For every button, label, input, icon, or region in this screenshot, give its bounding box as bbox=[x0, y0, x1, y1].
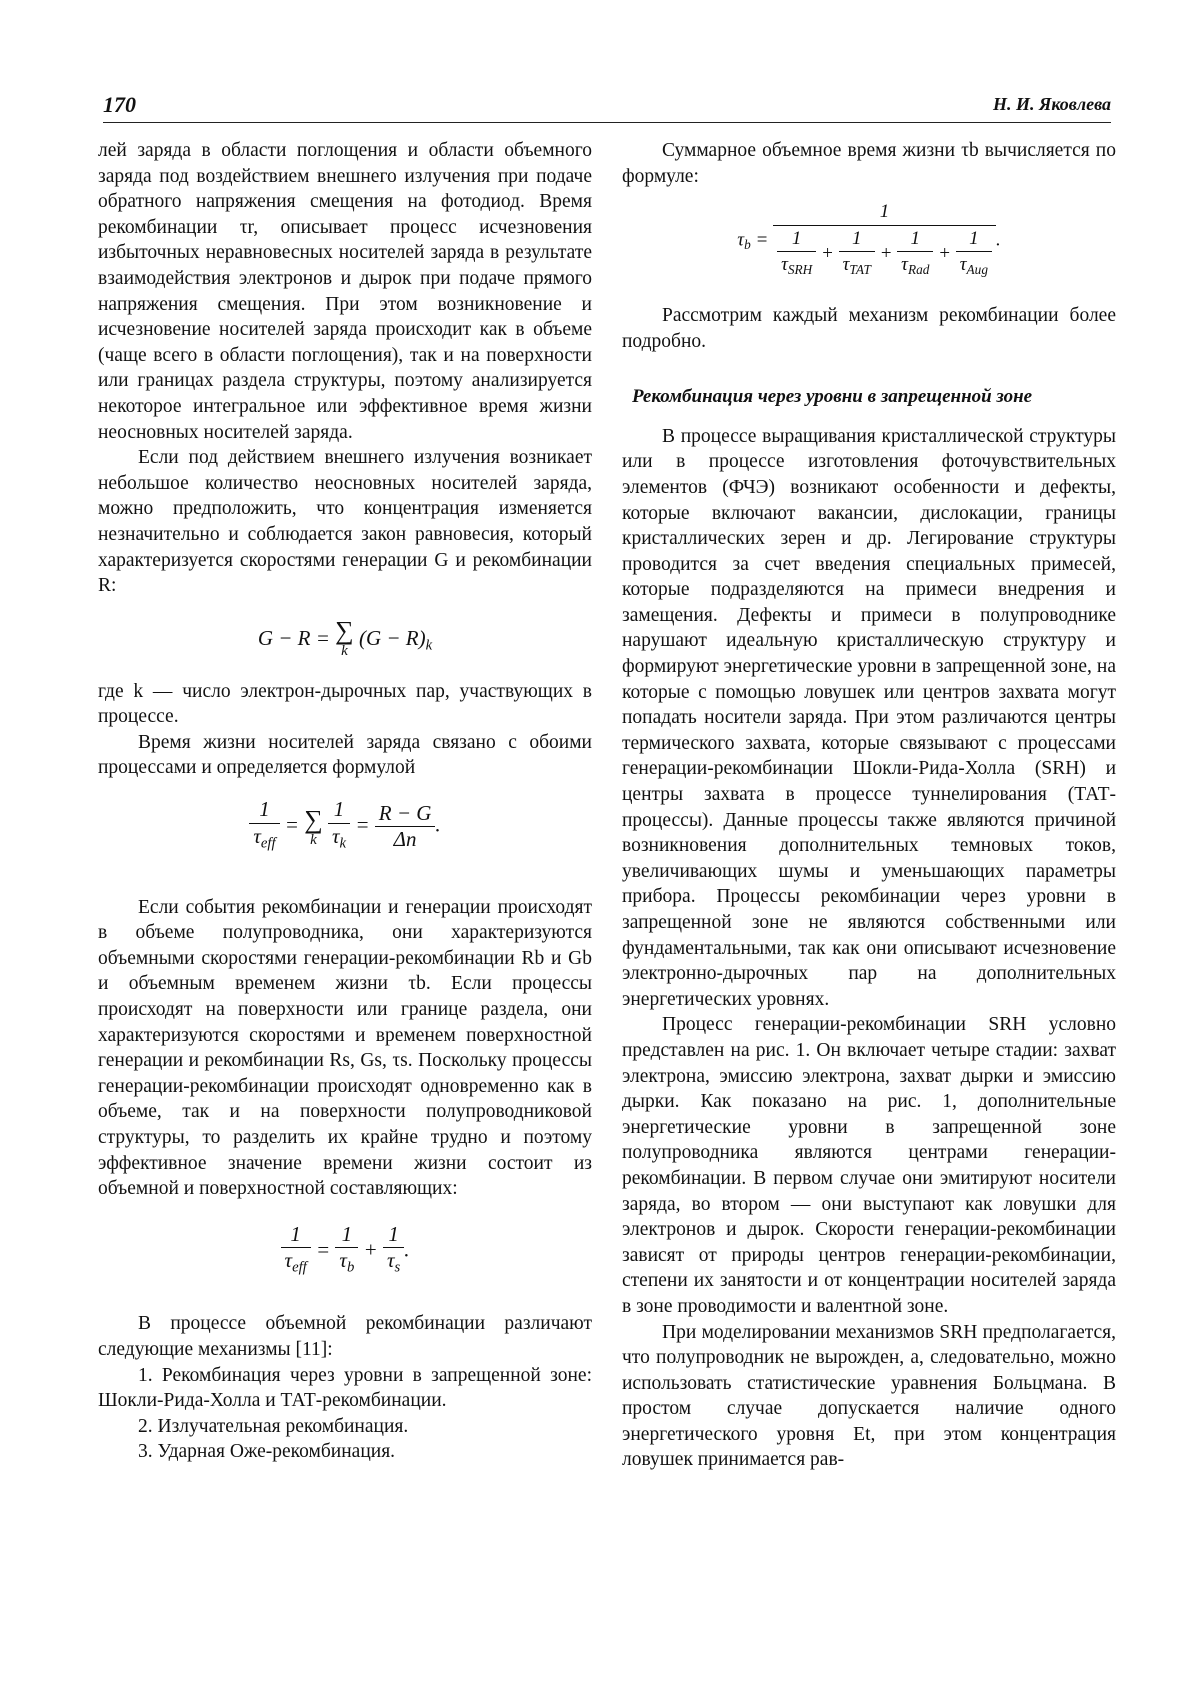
list-item: 3. Ударная Оже-рекомбинация. bbox=[138, 1441, 396, 1463]
list-item: 2. Излучательная рекомбинация. bbox=[138, 1415, 409, 1437]
page-number: 170 bbox=[103, 92, 136, 117]
paragraph: Если события рекомбинации и генерации происходят в объеме полупроводника, они характеризуются объемными скоростями генерации-рекомбинации Rb и Gb и объемным временем жизни τb. Если процессы происходят на поверхности или границе раздела, они характеризуются скоростями и временем поверхностной генерации и рекомбинации Rs, Gs, τs. Поскольку процессы генерации-рекомбинации происходят одновременно как в объеме, так и на поверхности полупроводниковой структуры, то разделить их крайне трудно и поэтому эффективное значение времени жизни состоит из объемной и поверхностной составляющих: bbox=[98, 896, 592, 1200]
paragraph: Суммарное объемное время жизни τb вычисляется по формуле: bbox=[622, 140, 1116, 187]
running-author: Н. И. Яковлева bbox=[992, 94, 1111, 114]
fraction: $\frac{1}{\tau_{SRH}}$ bbox=[777, 226, 816, 283]
paragraph: где k — число электрон-дырочных пар, участвующих в процессе. bbox=[98, 680, 592, 728]
paragraph: При моделировании механизмов SRH предполагается, что полупроводник не вырожден, а, следовательно, можно использовать статистические уравнения Больцмана. В простом случае допускается наличие одного энергетического уровня Et, при этом концентрация ловушек принимается рав- bbox=[622, 1321, 1116, 1471]
fraction: $\frac{1}{\tau_{eff}}$ bbox=[281, 1222, 311, 1282]
paragraph: В процессе выращивания кристаллической структуры или в процессе изготовления фоточувствительных элементов (ФЧЭ) возникают особенности и дефекты, которые включают вакансии, дислокации, границы кристаллических зерен и др. Легирование структуры проводится за счет введения специальных примесей, которые подразделяются на примеси внедрения и замещения. Дефекты и примеси в полупроводнике нарушают идеальную кристаллическую структуру и формируют энергетические уровни в запрещенной зоне, на которые с помощью ловушек или центров захвата могут попадать носители заряда. При этом различаются центры термического захвата, которые связывают с процессами генерации-рекомбинации Шокли-Рида-Холла (SRH) и центры захвата в процессе туннелирования (ТАТ-процессы). Данные процессы также являются причиной возникновения дополнительных темновых токов, увеличивающих шумы и уменьшающих параметры прибора. Процессы рекомбинации через уровни в запрещенной зоне не являются собственными или фундаментальными, так как они описывают исчезновение электронно-дырочных пар на дополнительных энергетических уровнях. bbox=[622, 425, 1116, 1010]
section-title: Рекомбинация через уровни в запрещенной зоне bbox=[632, 386, 1033, 408]
fraction: $\frac{1}{\tau_{eff}}$ bbox=[249, 797, 279, 857]
formula-lhs: G − R = bbox=[257, 625, 330, 650]
fraction: $\frac{1}{\tau_{Rad}}$ bbox=[897, 226, 933, 283]
formula-eff-sum: $\frac{1}{\tau_{eff}}$ = $\frac{1}{\tau_b}$ + $\frac{1}{\tau_s}$ . bbox=[98, 1222, 592, 1282]
right-column bbox=[622, 138, 1116, 1473]
page-header bbox=[103, 88, 1111, 124]
fraction: $\frac{R - G}{\Delta n}$ bbox=[375, 801, 436, 853]
paragraph: Процесс генерации-рекомбинации SRH условно представлен на рис. 1. Он включает четыре стадии: захват электрона, эмиссию электрона, захват дырки и эмиссию дырки. Как показано на рис. 1, дополнительные энергетические уровни в запрещенной зоне полупроводника являются центрами генерации-рекомбинации. В первом случае они эмитируют носители заряда, во втором — они выступают как ловушки для электронов и дырок. Скорости генерации-рекомбинации зависят от природы центров генерации-рекомбинации, степени их занятости и от концентрации носителей заряда в зоне проводимости и валентной зоне. bbox=[622, 1014, 1116, 1317]
formula-rhs: (G − R) bbox=[358, 625, 426, 650]
formula-generation-recombination: G − R = ∑ k $(G - R)_k$ bbox=[257, 615, 433, 659]
formula-effective-lifetime: $\frac{1}{\tau_{eff}}$ = ∑ k $\frac{1}{\tau_k}$ = $\frac{R - G}{\Delta n}$ . bbox=[98, 797, 592, 857]
paragraph: Если под действием внешнего излучения возникает небольшое количество неосновных носителей заряда, можно предположить, что концентрация изменяется незначительно и соблюдается закон равновесия, который характеризуется скоростями генерации G и рекомбинации R: bbox=[98, 447, 592, 597]
sum-operator: ∑ k bbox=[304, 804, 323, 848]
list-item: 1. Рекомбинация через уровни в запрещенной зоне: Шокли-Рида-Холла и ТАТ-рекомбинации. bbox=[98, 1364, 592, 1412]
sum-operator: ∑ k bbox=[335, 615, 354, 659]
paragraph: лей заряда в области поглощения и области объемного заряда под воздействием внешнего излучения при подаче обратного напряжения смещения на фотодиод. Время рекомбинации τr, описывает процесс исчезновения избыточных неравновесных носителей заряда в результате взаимодействия электронов и дырок при подаче прямого напряжения смещения. При этом возникновение и исчезновение носителей заряда происходит как в объеме (чаще всего в области поглощения), так и на поверхности или границах раздела структуры, поэтому анализируется некоторое интегральное или эффективное время жизни неосновных носителей заряда. bbox=[98, 140, 592, 443]
fraction: $\frac{1}{\tau_{Aug}}$ bbox=[956, 226, 992, 283]
fraction: $\frac{1}{\tau_b}$ bbox=[335, 1222, 358, 1282]
left-column bbox=[98, 138, 592, 1465]
paragraph: Рассмотрим каждый механизм рекомбинации более подробно. bbox=[622, 304, 1116, 352]
paragraph: Время жизни носителей заряда связано с обоими процессами и определяется формулой bbox=[98, 731, 592, 779]
fraction: 1 $\frac{1}{\tau_{SRH}}$ + $\frac{1}{\tau_{TAT}}$ + $\frac{1}{\tau_{Rad}}$ + $\frac{1}{\tau_{Aug}}$ bbox=[773, 199, 996, 283]
paragraph: В процессе объемной рекомбинации различают следующие механизмы [11]: bbox=[98, 1313, 592, 1360]
fraction: $\frac{1}{\tau_s}$ bbox=[383, 1222, 404, 1282]
header-rule bbox=[103, 122, 1111, 123]
fraction: $\frac{1}{\tau_{TAT}}$ bbox=[839, 226, 875, 283]
fraction: $\frac{1}{\tau_k}$ bbox=[328, 797, 350, 857]
formula-bulk-lifetime: $\tau_b$ = 1 $\frac{1}{\tau_{SRH}}$ + $\frac{1}{\tau_{TAT}}$ + $\frac{1}{\tau_{Rad}}$ + $\frac{1}{\tau_{Aug}}$ . bbox=[622, 199, 1116, 283]
